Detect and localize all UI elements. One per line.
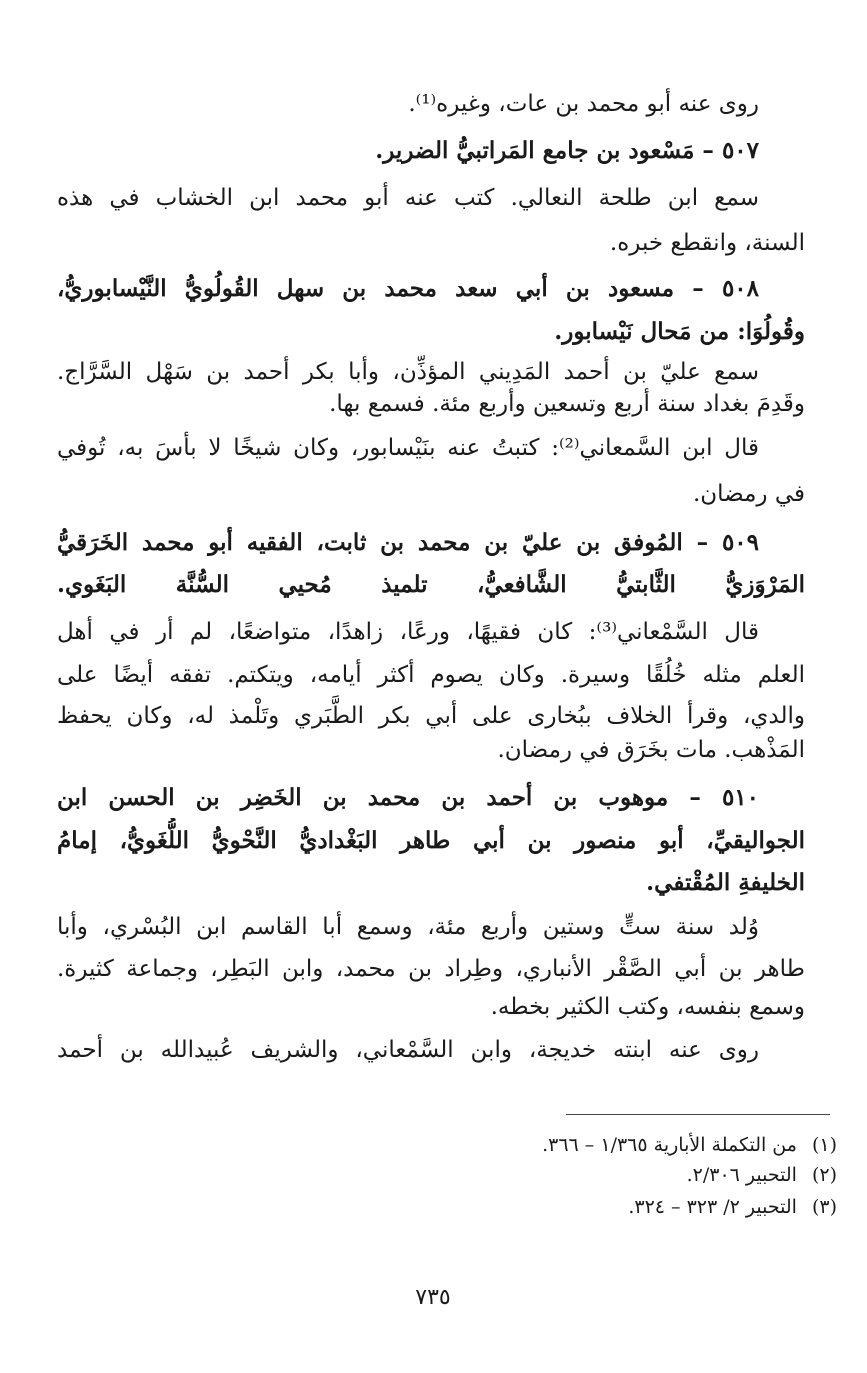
- entry-heading-510: ٥١٠ – موهوب بن أحمد بن محمد بن الخَضِر بن الحسن ابن: [57, 784, 759, 811]
- footnote-number: (٣): [811, 1196, 837, 1218]
- footnote-text: التحبير ٢/٣٠٦.: [686, 1164, 797, 1186]
- footnote-separator: [566, 1114, 830, 1115]
- text-line: روى عنه ابنته خديجة، وابن السَّمْعاني، والشريف عُبيدالله بن أحمد: [57, 1037, 759, 1063]
- text-line: روى عنه أبو محمد بن عات، وغيره⁽¹⁾.: [408, 91, 759, 117]
- text-line: وقَدِمَ بغداد سنة أربع وتسعين وأربع مئة. فسمع بها.: [329, 391, 805, 417]
- entry-heading-508: ٥٠٨ – مسعود بن أبي سعد محمد بن سهل القُولُويُّ النَّيْسابوريُّ،: [57, 275, 759, 302]
- footnote-3: [417, 1192, 837, 1222]
- text-line: سمع ابن طلحة النعالي. كتب عنه أبو محمد ابن الخشاب في هذه: [57, 185, 759, 211]
- footnote-number: (٢): [811, 1164, 837, 1186]
- footnote-text: من التكملة الأبارية ١/٣٦٥ – ٣٦٦.: [542, 1134, 797, 1156]
- entry-heading-508-cont: وقُولُوَا: من مَحال نَيْسابور.: [554, 318, 805, 345]
- footnote-1: [417, 1130, 837, 1160]
- text-line: قال السَّمْعاني⁽³⁾: كان فقيهًا، ورعًا، زاهدًا، متواضعًا، لم أر في أهل: [57, 619, 759, 645]
- text-line: وسمع بنفسه، وكتب الكثير بخطه.: [490, 994, 805, 1020]
- entry-heading-510-end: الخليفةِ المُقْتفي.: [646, 869, 805, 896]
- text-line: قال ابن السَّمعاني⁽²⁾: كتبتُ عنه بنَيْسابور، وكان شيخًا لا بأسَ به، تُوفي: [57, 435, 759, 461]
- text-line: وُلد سنة ستٍّ وستين وأربع مئة، وسمع أبا القاسم ابن البُسْري، وأبا: [57, 914, 759, 940]
- text-line: في رمضان.: [692, 481, 805, 507]
- text-line: طاهر بن أبي الصَّقْر الأنباري، وطِراد بن محمد، وابن البَطِر، وجماعة كثيرة.: [57, 956, 805, 982]
- footnote-number: (١): [811, 1134, 837, 1156]
- text-line: سمع عليّ بن أحمد المَدِيني المؤذِّن، وأبا بكر أحمد بن سَهْل السَّرَّاج.: [57, 359, 759, 385]
- text-line: والدي، وقرأ الخلاف ببُخارى على أبي بكر الطَّبَري وتَلْمذ له، وكان يحفظ: [57, 703, 805, 729]
- footnote-text: التحبير ٢/ ٣٢٣ – ٣٢٤.: [628, 1196, 797, 1218]
- page-number: ٧٣٥: [415, 1285, 451, 1310]
- entry-heading-510-cont: الجواليقيِّ، أبو منصور بن أبي طاهر البَغْداديُّ النَّحْويُّ اللُّغَويُّ، إمامُ: [57, 827, 805, 854]
- entry-heading-507: ٥٠٧ – مَسْعود بن جامع المَراتبيُّ الضرير.: [375, 137, 759, 164]
- text-line: السنة، وانقطع خبره.: [609, 230, 805, 256]
- footnote-2: [417, 1160, 837, 1190]
- text-line: المَذْهب. مات بخَرَق في رمضان.: [497, 737, 805, 763]
- text-line: العلم مثله خُلُقًا وسيرة. وكان يصوم أكثر أيامه، ويتكتم. تفقه أيضًا على: [57, 662, 805, 688]
- entry-heading-509-cont: المَرْوَزيُّ الثَّابتيُّ الشَّافعيُّ، تلميذ مُحيي السُّنَّة البَغَوي.: [57, 571, 805, 598]
- entry-heading-509: ٥٠٩ – المُوفق بن عليّ بن محمد بن ثابت، الفقيه أبو محمد الخَرَقيُّ: [57, 529, 759, 556]
